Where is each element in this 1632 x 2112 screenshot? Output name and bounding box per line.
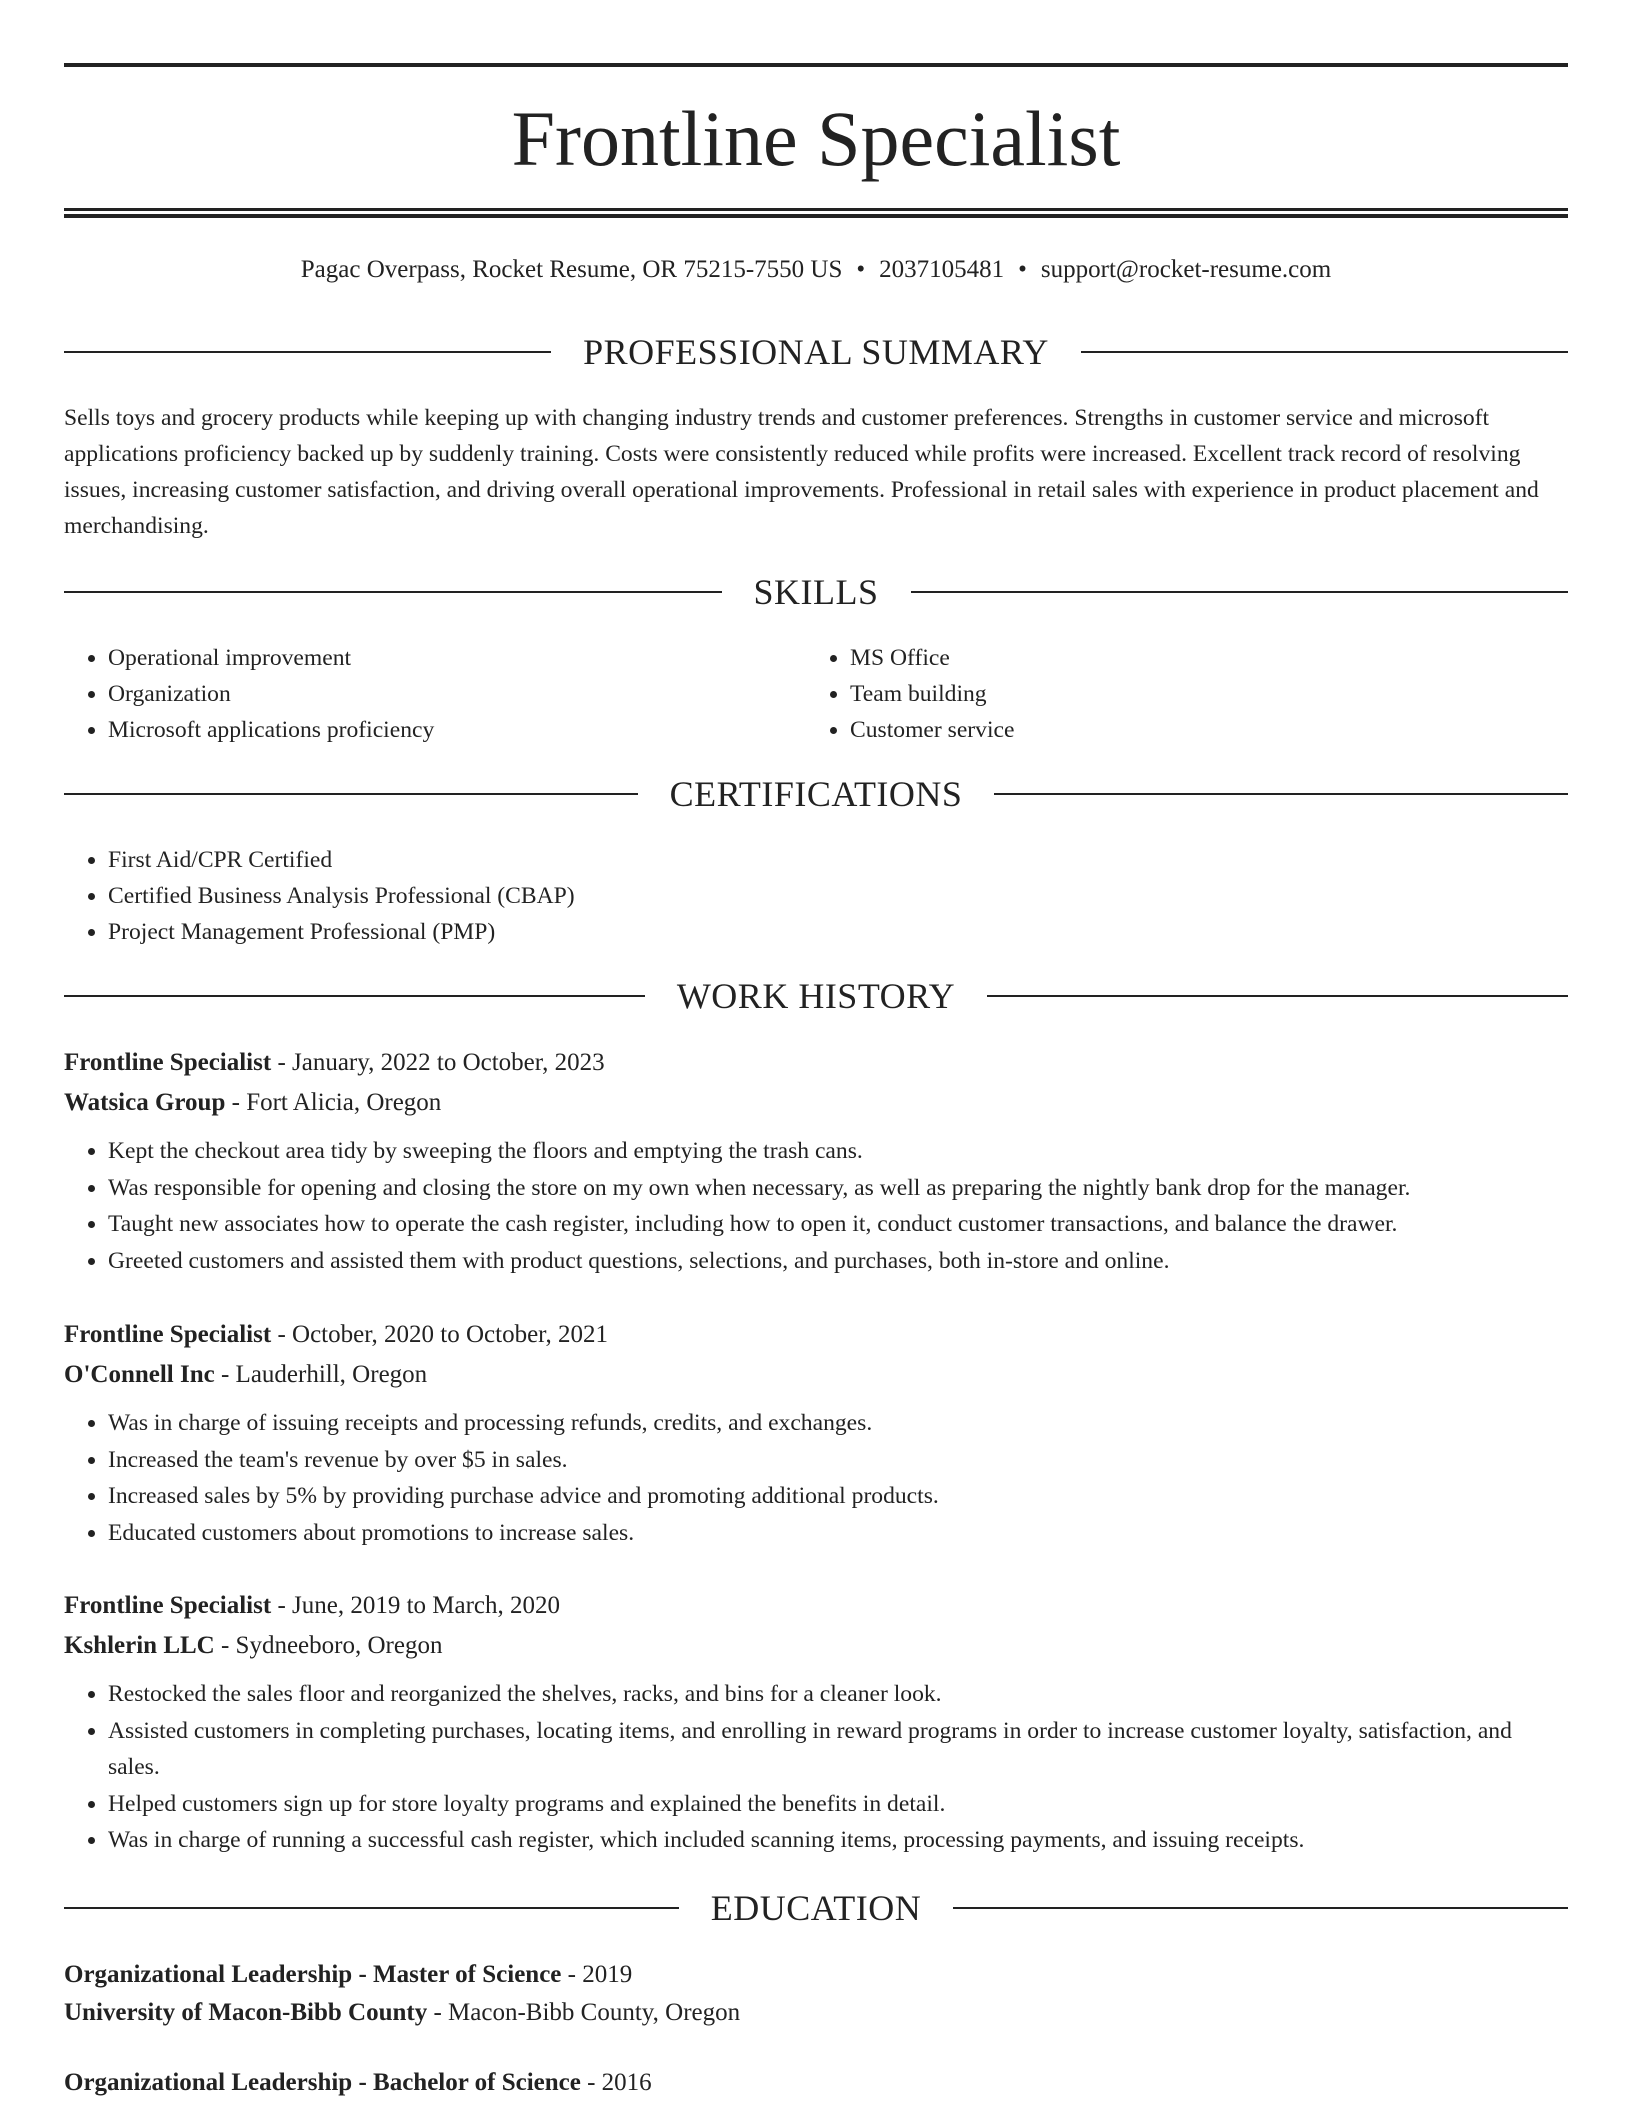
contact-address: Pagac Overpass, Rocket Resume, OR 75215-7550 US	[300, 256, 843, 283]
divider	[64, 793, 638, 795]
skill-item: • MS Office	[850, 640, 1506, 676]
summary-heading: PROFESSIONAL SUMMARY	[583, 332, 1049, 372]
summary-text: Sells toys and grocery products while keeping up with changing industry trends and customer preferences. Strengths in customer service and microsoft applications proficiency backed up by suddenly training. Costs were consistently reduced while profits were increased. Excellent track record of resolving issues, increasing customer satisfaction, and driving overall operational improvements. Professional in retail sales with experience in product placement and merchandising.	[64, 405, 1539, 539]
education-entry	[64, 2064, 1568, 2102]
job-dates: - June, 2019 to March, 2020	[277, 1592, 561, 1619]
divider	[911, 591, 1569, 593]
education-heading-row	[64, 1886, 1568, 1930]
job-dates: - October, 2020 to October, 2021	[277, 1321, 608, 1348]
skill-item: • Customer service	[850, 712, 1506, 748]
edu-year: - 2016	[587, 2069, 652, 2096]
job-location: - Sydneeboro, Oregon	[220, 1632, 443, 1659]
job-dates: - January, 2022 to October, 2023	[277, 1049, 605, 1076]
divider	[1081, 351, 1568, 353]
summary-heading-row	[64, 330, 1568, 374]
job-bullet: • Educated customers about promotions to increase sales.	[108, 1515, 1568, 1552]
top-rule	[64, 63, 1568, 67]
edu-degree: Organizational Leadership - Bachelor of Science	[64, 2069, 581, 2096]
job-bullet: • Assisted customers in completing purchases, locating items, and enrolling in reward programs in order to increase customer loyalty, satisfaction, and sales.	[108, 1713, 1568, 1786]
certifications-list	[64, 842, 1464, 950]
divider	[987, 995, 1568, 997]
divider	[994, 793, 1568, 795]
job-bullet: • Helped customers sign up for store loyalty programs and explained the benefits in detail.	[108, 1786, 1568, 1823]
edu-school: University of Macon-Bibb County	[64, 1999, 428, 2026]
job-title: Frontline Specialist	[64, 1321, 272, 1348]
job-title: Frontline Specialist	[64, 1049, 272, 1076]
edu-degree: Organizational Leadership - Master of Science	[64, 1961, 562, 1988]
job-entry	[64, 1315, 1568, 1551]
certifications-heading-row	[64, 772, 1568, 816]
education-heading: EDUCATION	[710, 1888, 922, 1928]
certification-item: • Project Management Professional (PMP)	[108, 914, 1464, 950]
skill-item: • Organization	[108, 676, 764, 712]
divider	[64, 351, 551, 353]
divider	[953, 1907, 1568, 1909]
job-bullet: • Kept the checkout area tidy by sweeping the floors and emptying the trash cans.	[108, 1133, 1568, 1170]
skills-heading-row	[64, 570, 1568, 614]
contact-email: support@rocket-resume.com	[1040, 256, 1332, 283]
skills-list-right	[806, 640, 1506, 748]
certification-item: • First Aid/CPR Certified	[108, 842, 1464, 878]
contact-separator: •	[1018, 256, 1027, 283]
contact-line	[64, 254, 1568, 286]
job-bullet: • Was in charge of issuing receipts and processing refunds, credits, and exchanges.	[108, 1405, 1568, 1442]
certifications-heading: CERTIFICATIONS	[669, 774, 963, 814]
job-company: Watsica Group	[64, 1089, 226, 1116]
job-location: - Fort Alicia, Oregon	[231, 1089, 442, 1116]
skills-list-left	[64, 640, 764, 748]
work-heading-row	[64, 974, 1568, 1018]
candidate-name: Frontline Specialist	[511, 95, 1121, 182]
edu-location: - Macon-Bibb County, Oregon	[433, 1999, 741, 2026]
job-entry	[64, 1043, 1568, 1279]
job-bullet: • Increased the team's revenue by over $5 in sales.	[108, 1442, 1568, 1479]
job-location: - Lauderhill, Oregon	[220, 1361, 428, 1388]
job-company: O'Connell Inc	[64, 1361, 215, 1388]
job-bullet: • Increased sales by 5% by providing purchase advice and promoting additional products.	[108, 1478, 1568, 1515]
edu-year: - 2019	[567, 1961, 633, 1988]
job-bullet: • Taught new associates how to operate the cash register, including how to open it, conduct customer transactions, and balance the drawer.	[108, 1206, 1568, 1243]
divider	[64, 1907, 679, 1909]
contact-separator: •	[856, 256, 866, 283]
job-bullet: • Was responsible for opening and closing the store on my own when necessary, as well as preparing the nightly bank drop for the manager.	[108, 1170, 1568, 1207]
job-entry	[64, 1586, 1568, 1859]
double-rule	[64, 208, 1568, 218]
skill-item: • Operational improvement	[108, 640, 764, 676]
contact-phone: 2037105481	[879, 256, 1005, 283]
job-title: Frontline Specialist	[64, 1592, 272, 1619]
job-bullet: • Restocked the sales floor and reorganized the shelves, racks, and bins for a cleaner look.	[108, 1676, 1568, 1713]
job-company: Kshlerin LLC	[64, 1632, 215, 1659]
work-heading: WORK HISTORY	[676, 976, 956, 1016]
skill-item: • Microsoft applications proficiency	[108, 712, 764, 748]
certification-item: • Certified Business Analysis Professional (CBAP)	[108, 878, 1464, 914]
job-bullet: • Was in charge of running a successful cash register, which included scanning items, processing payments, and issuing receipts.	[108, 1822, 1568, 1859]
skill-item: • Team building	[850, 676, 1506, 712]
job-bullet: • Greeted customers and assisted them with product questions, selections, and purchases, both in-store and online.	[108, 1243, 1568, 1280]
divider	[64, 591, 722, 593]
skills-heading: SKILLS	[753, 572, 879, 612]
education-entry	[64, 1956, 1568, 2032]
divider	[64, 995, 645, 997]
